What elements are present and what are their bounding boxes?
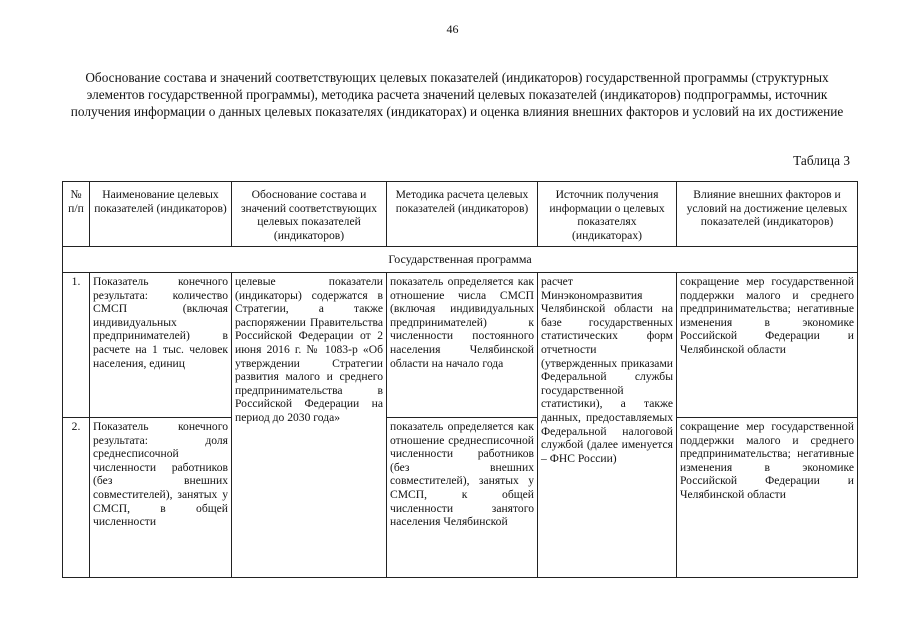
indicator-table-wrapper <box>62 181 857 578</box>
document-title: Обоснование состава и значений соответствующих целевых показателей (индикаторов) государственной программы (структурных элементов государственной программы), методика расчета значений целевых показателей (индикаторов) подпрограммы, источник получения информации о данных целевых показателях (индикаторах) и оценка влияния внешних факторов и условий на их достижение <box>70 70 844 119</box>
page-number: 46 <box>446 22 459 36</box>
header-justification: Обоснование состава и значений соответствующих целевых показателей (индикаторов) <box>232 182 387 247</box>
header-indicator-name: Наименование целевых показателей (индикаторов) <box>90 182 232 247</box>
table-header-row <box>63 182 858 247</box>
row-method: показатель определяется как отношение числа СМСП (включая индивидуальных предпринимателей) к численности постоянного населения Челябинской области на начало года <box>387 272 538 417</box>
row-influence: сокращение мер государственной поддержки малого и среднего предпринимательства; негативные изменения в экономике Российской Федерации и Челябинской области <box>677 417 858 577</box>
table-row <box>63 417 858 577</box>
table-row <box>63 272 858 417</box>
row-indicator-name: Показатель конечного результата: количество СМСП (включая индивидуальных предпринимателей) в расчете на 1 тыс. человек населения, единиц <box>90 272 232 417</box>
row-indicator-name: Показатель конечного результата: доля среднесписочной численности работников (без внешних совместителей), занятых у СМСП, в общей численности <box>90 417 232 577</box>
row-number: 1. <box>63 272 90 417</box>
section-row <box>63 247 858 273</box>
row-influence: сокращение мер государственной поддержки малого и среднего предпринимательства; негативные изменения в экономике Российской Федерации и Челябинской области <box>677 272 858 417</box>
row-source: расчет Минэкономразвития Челябинской области на базе государственных статистических форм отчетности (утвержденных приказами Федеральной службы государственной статистики), а также данных, предоставляемых Федеральной налоговой службой (далее именуется – ФНС России) <box>538 272 677 577</box>
row-justification: целевые показатели (индикаторы) содержатся в Стратегии, а также распоряжении Правительства Российской Федерации от 2 июня 2016 г. № 1083-р «Об утверждении Стратегии развития малого и среднего предпринимательства в Российской Федерации на период до 2030 года» <box>232 272 387 577</box>
section-title: Государственная программа <box>63 247 858 273</box>
table-caption: Таблица 3 <box>793 153 850 168</box>
header-influence: Влияние внешних факторов и условий на достижение целевых показателей (индикаторов) <box>677 182 858 247</box>
row-number: 2. <box>63 417 90 577</box>
header-method: Методика расчета целевых показателей (индикаторов) <box>387 182 538 247</box>
indicator-table <box>62 181 858 578</box>
header-number: № п/п <box>63 182 90 247</box>
row-method: показатель определяется как отношение среднесписочной численности работников (без внешних совместителей), занятых у СМСП, к общей численности занятого населения Челябинской <box>387 417 538 577</box>
header-source: Источник получения информации о целевых показателях (индикаторах) <box>538 182 677 247</box>
page-bottom-margin <box>0 583 905 640</box>
